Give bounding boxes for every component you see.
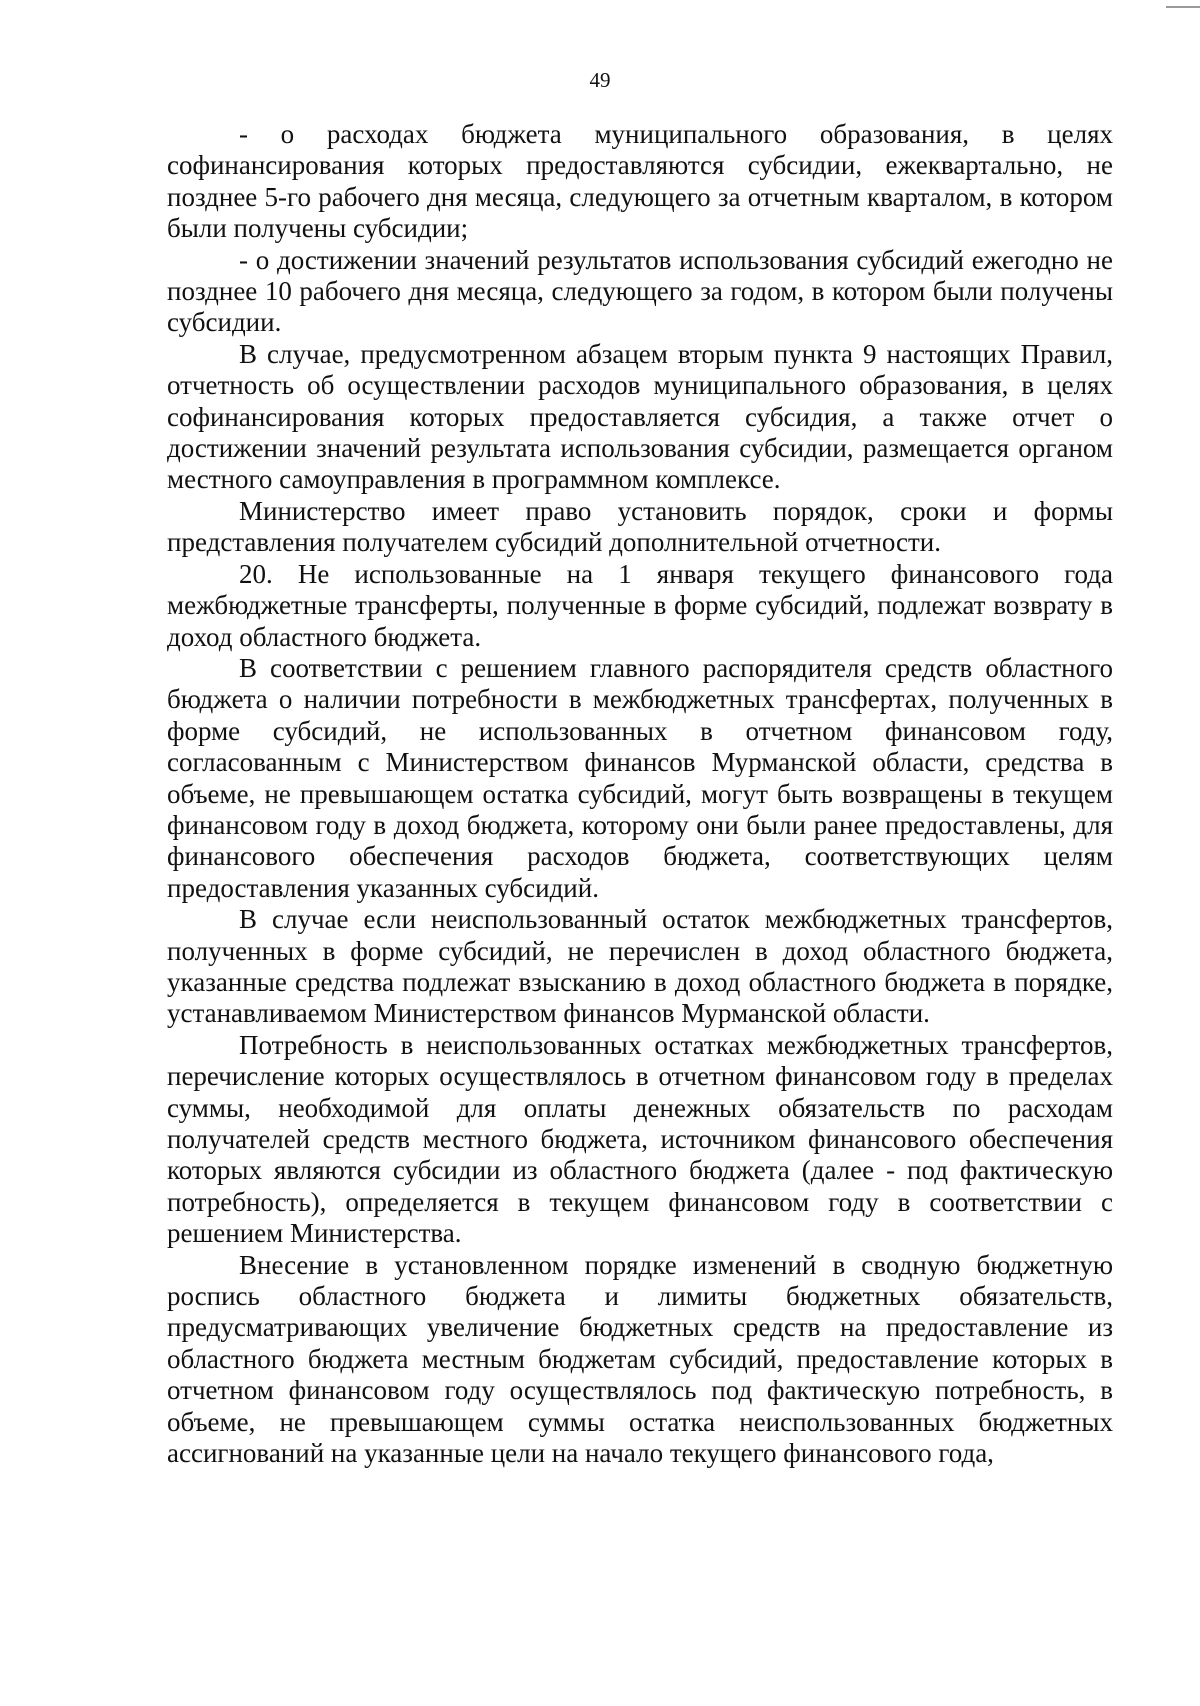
paragraph-program-complex: В случае, предусмотренном абзацем вторым пункта 9 настоящих Правил, отчетность об осуществлении расходов муниципального образования, в целях софинансирования которых предоставляется субсидия, а также отчет о достижении значений результата использования субсидии, размещается органом местного самоуправления в программном комплексе. [167, 338, 1113, 495]
paragraph-additional-reporting: Министерство имеет право установить порядок, сроки и формы представления получателем субсидий дополнительной отчетности. [167, 495, 1113, 558]
scan-edge-mark [1166, 6, 1200, 8]
document-body [167, 119, 1113, 1469]
paragraph-recovery-of-funds: В случае если неиспользованный остаток межбюджетных трансфертов, полученных в форме субсидий, не перечислен в доход областного бюджета, указанные средства подлежат взысканию в доход областного бюджета в порядке, устанавливаемом Министерством финансов Мурманской области. [167, 904, 1113, 1029]
paragraph-section-20: 20. Не использованные на 1 января текущего финансового года межбюджетные трансферты, полученные в форме субсидий, подлежат возврату в доход областного бюджета. [167, 558, 1113, 652]
paragraph-annual-report: - о достижении значений результатов использования субсидий ежегодно не позднее 10 рабочего дня месяца, следующего за годом, в котором были получены субсидии. [167, 244, 1113, 338]
paragraph-actual-need: Потребность в неиспользованных остатках межбюджетных трансфертов, перечисление которых осуществлялось в отчетном финансовом году в пределах суммы, необходимой для оплаты денежных обязательств по расходам получателей средств местного бюджета, источником финансового обеспечения которых являются субсидии из областного бюджета (далее - под фактическую потребность), определяется в текущем финансовом году в соответствии с решением Министерства. [167, 1029, 1113, 1249]
paragraph-budget-changes: Внесение в установленном порядке изменений в сводную бюджетную роспись областного бюджета и лимиты бюджетных обязательств, предусматривающих увеличение бюджетных средств на предоставление из областного бюджета местным бюджетам субсидий, предоставление которых в отчетном финансовом году осуществлялось под фактическую потребность, в объеме, не превышающем суммы остатка неиспользованных бюджетных ассигнований на указанные цели на начало текущего финансового года, [167, 1249, 1113, 1469]
paragraph-return-of-funds: В соответствии с решением главного распорядителя средств областного бюджета о наличии потребности в межбюджетных трансфертах, полученных в форме субсидий, не использованных в отчетном финансовом году, согласованным с Министерством финансов Мурманской области, средства в объеме, не превышающем остатка субсидий, могут быть возвращены в текущем финансовом году в доход бюджета, которому они были ранее предоставлены, для финансового обеспечения расходов бюджета, соответствующих целям предоставления указанных субсидий. [167, 652, 1113, 903]
paragraph-quarterly-report: - о расходах бюджета муниципального образования, в целях софинансирования которых предоставляются субсидии, ежеквартально, не позднее 5-го рабочего дня месяца, следующего за отчетным кварталом, в котором были получены субсидии; [167, 119, 1113, 244]
page-number: 49 [589, 68, 611, 92]
